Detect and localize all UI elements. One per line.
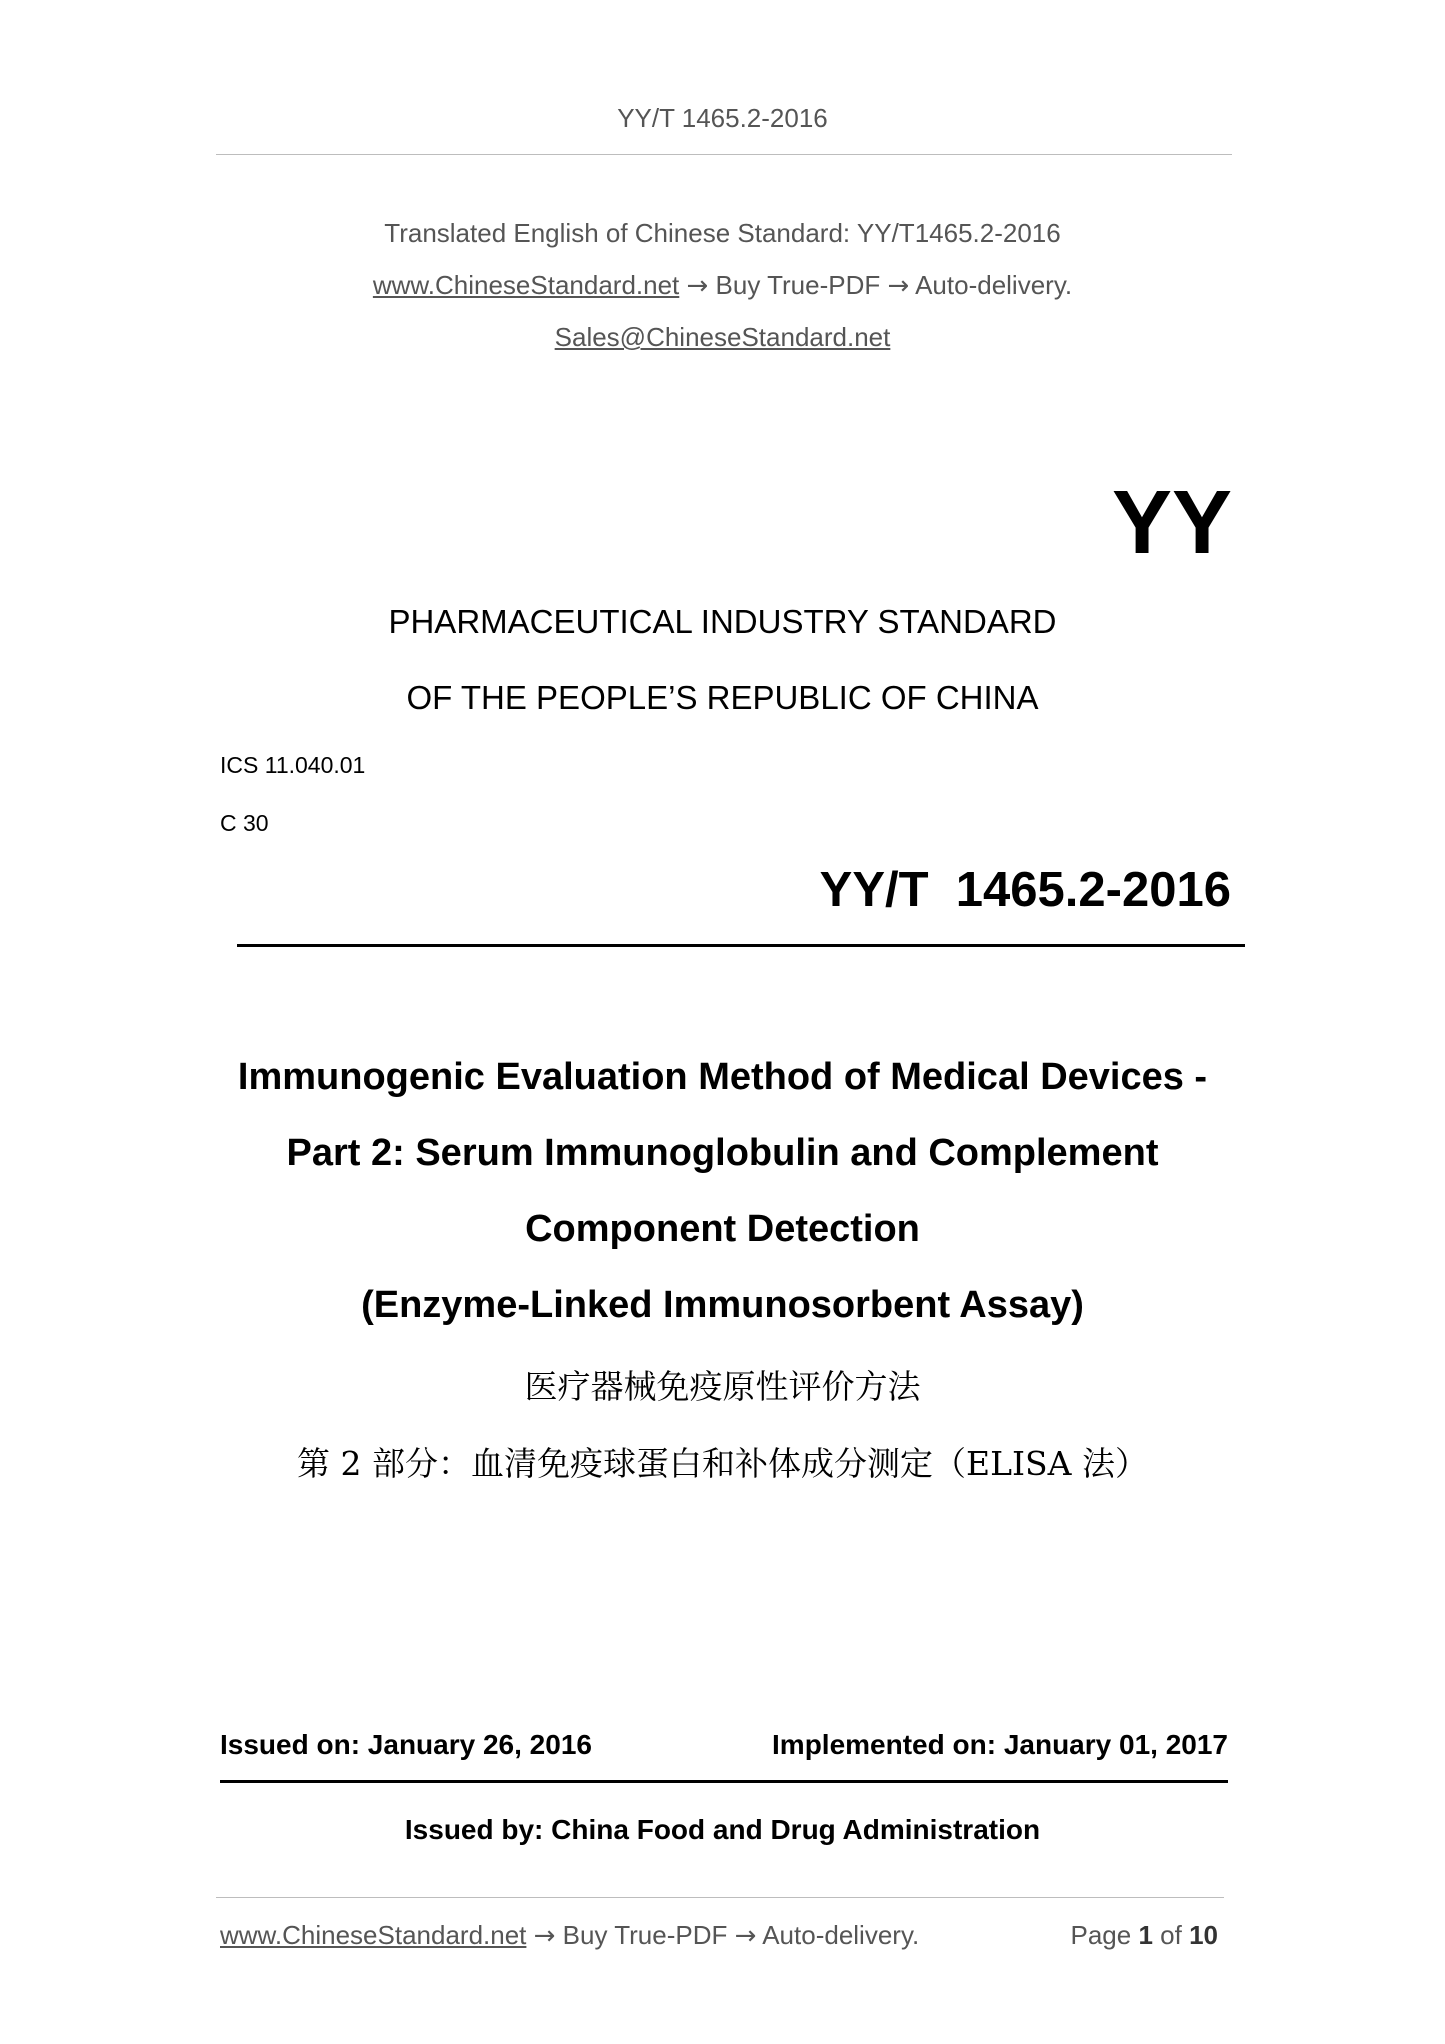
- arrow-right-icon: →: [533, 1921, 556, 1951]
- title-line-1: Immunogenic Evaluation Method of Medical Devices -: [237, 1056, 1208, 1098]
- issued-by: Issued by: China Food and Drug Administration: [404, 1814, 1041, 1845]
- dates-divider: [220, 1780, 1228, 1783]
- page-indicator: [1070, 1920, 1218, 1951]
- title-line-2: Part 2: Serum Immunoglobulin and Complement: [286, 1132, 1159, 1174]
- title-line-4: (Enzyme-Linked Immunosorbent Assay): [361, 1284, 1084, 1326]
- issued-date: Issued on: January 26, 2016: [220, 1729, 592, 1760]
- email-link[interactable]: Sales@ChineseStandard.net: [554, 322, 891, 352]
- arrow-right-icon: →: [686, 271, 709, 301]
- running-title: YY/T 1465.2-2016: [617, 103, 828, 133]
- implemented-date: Implemented on: January 01, 2017: [772, 1729, 1228, 1760]
- number-divider: [237, 944, 1245, 947]
- footer-buy-text: Buy True-PDF: [562, 1920, 728, 1950]
- standard-logo: YY: [1111, 473, 1232, 573]
- page-total: 10: [1189, 1920, 1218, 1950]
- chinese-title-1: 医疗器械免疫原性评价方法: [524, 1367, 921, 1406]
- ccs-code: C 30: [220, 810, 269, 836]
- email-line: [0, 322, 1445, 353]
- translated-line: Translated English of Chinese Standard: YY/T1465.2-2016: [384, 218, 1061, 248]
- standard-number: YY/T 1465.2-2016: [819, 863, 1231, 917]
- title-line-3: Component Detection: [525, 1208, 920, 1250]
- footer-promo: [220, 1920, 919, 1951]
- arrow-right-icon: →: [887, 271, 910, 301]
- arrow-right-icon: →: [734, 1921, 757, 1951]
- page-number: 1: [1138, 1920, 1153, 1950]
- site-link[interactable]: www.ChineseStandard.net: [372, 270, 680, 300]
- buy-text: Buy True-PDF: [715, 270, 881, 300]
- footer-auto-delivery-text: Auto-delivery.: [762, 1920, 920, 1950]
- of-label: of: [1160, 1920, 1182, 1950]
- org-line-1: PHARMACEUTICAL INDUSTRY STANDARD: [388, 603, 1057, 640]
- org-line-2: OF THE PEOPLE’S REPUBLIC OF CHINA: [406, 679, 1039, 716]
- chinese-title-2: 第 2 部分：血清免疫球蛋白和补体成分测定（ELISA 法）: [297, 1444, 1148, 1483]
- footer-divider: [216, 1897, 1224, 1898]
- page-label: Page: [1070, 1920, 1132, 1950]
- ics-code: ICS 11.040.01: [220, 752, 366, 778]
- promo-line: [0, 270, 1445, 301]
- footer-site-link[interactable]: www.ChineseStandard.net: [220, 1920, 527, 1950]
- header-divider: [216, 154, 1232, 155]
- auto-delivery-text: Auto-delivery.: [915, 270, 1073, 300]
